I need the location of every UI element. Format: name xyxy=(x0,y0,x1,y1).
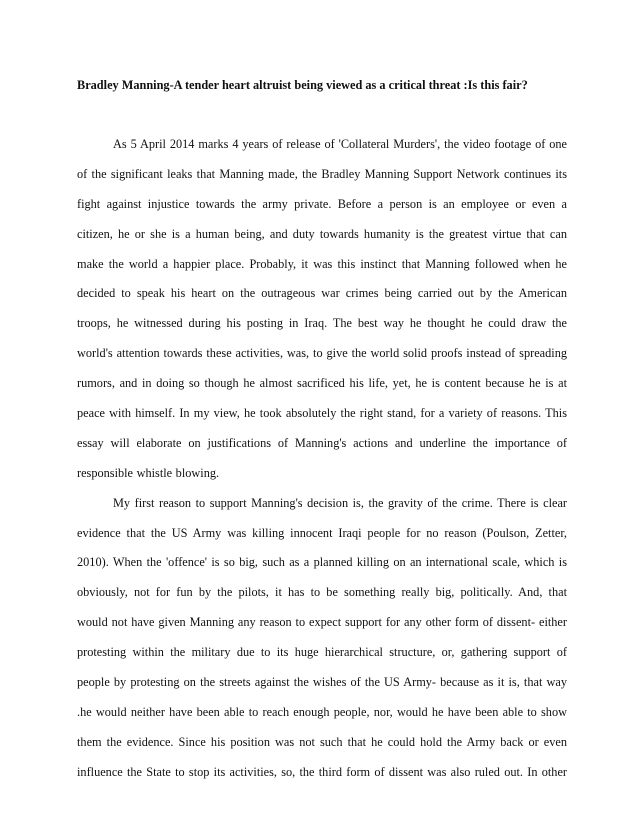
paragraph-line: decided to speak his heart on the outrageous war crimes being carried out by the American xyxy=(77,286,567,301)
paragraph-line: rumors, and in doing so though he almost sacrificed his life, yet, he is content because he is at xyxy=(77,376,567,391)
paragraph-line: citizen, he or she is a human being, and duty towards humanity is the greatest virtue that can xyxy=(77,226,567,241)
paragraph-line: them the evidence. Since his position was not such that he could hold the Army back or even xyxy=(77,734,567,749)
paragraph-line: My first reason to support Manning's decision is, the gravity of the crime. There is clear xyxy=(113,495,567,510)
paragraph-line: troops, he witnessed during his posting in Iraq. The best way he thought he could draw the xyxy=(77,316,567,331)
paragraph-line: essay will elaborate on justifications of Manning's actions and underline the importance of xyxy=(77,435,567,450)
paragraph-line: evidence that the US Army was killing innocent Iraqi people for no reason (Poulson, Zetter, xyxy=(77,525,567,540)
paragraph-line: As 5 April 2014 marks 4 years of release of 'Collateral Murders', the video footage of one xyxy=(113,137,567,151)
paragraph-line: fight against injustice towards the army private. Before a person is an employee or even a xyxy=(77,196,567,211)
paragraph-line: world's attention towards these activities, was, to give the world solid proofs instead of spreading xyxy=(77,346,567,361)
paragraph-line: people by protesting on the streets against the wishes of the US Army- because as it is, that way xyxy=(77,675,567,690)
paragraph-line: of the significant leaks that Manning made, the Bradley Manning Support Network continues its xyxy=(77,166,567,181)
paragraph-line: influence the State to stop its activities, so, the third form of dissent was also ruled out. In other xyxy=(77,764,567,779)
paragraph-line: would not have given Manning any reason to expect support for any other form of dissent- either xyxy=(77,615,567,630)
paragraph-line: obviously, not for fun by the pilots, it has to be something really big, politically. And, that xyxy=(77,585,567,600)
paragraph-line: protesting within the military due to its huge hierarchical structure, or, gathering support of xyxy=(77,645,567,660)
paragraph-line: .he would neither have been able to reach enough people, nor, would he have been able to show xyxy=(77,704,567,719)
essay-title: Bradley Manning-A tender heart altruist being viewed as a critical threat :Is this fair? xyxy=(77,78,528,92)
paragraph-line: 2010). When the 'offence' is so big, such as a planned killing on an international scale, which is xyxy=(77,555,567,570)
essay-body xyxy=(77,130,567,788)
paragraph-line: responsible whistle blowing. xyxy=(77,465,220,480)
paragraph-line: peace with himself. In my view, he took absolutely the right stand, for a variety of reasons. This xyxy=(77,406,567,421)
paragraph-line: make the world a happier place. Probably, it was this instinct that Manning followed when he xyxy=(77,256,567,271)
